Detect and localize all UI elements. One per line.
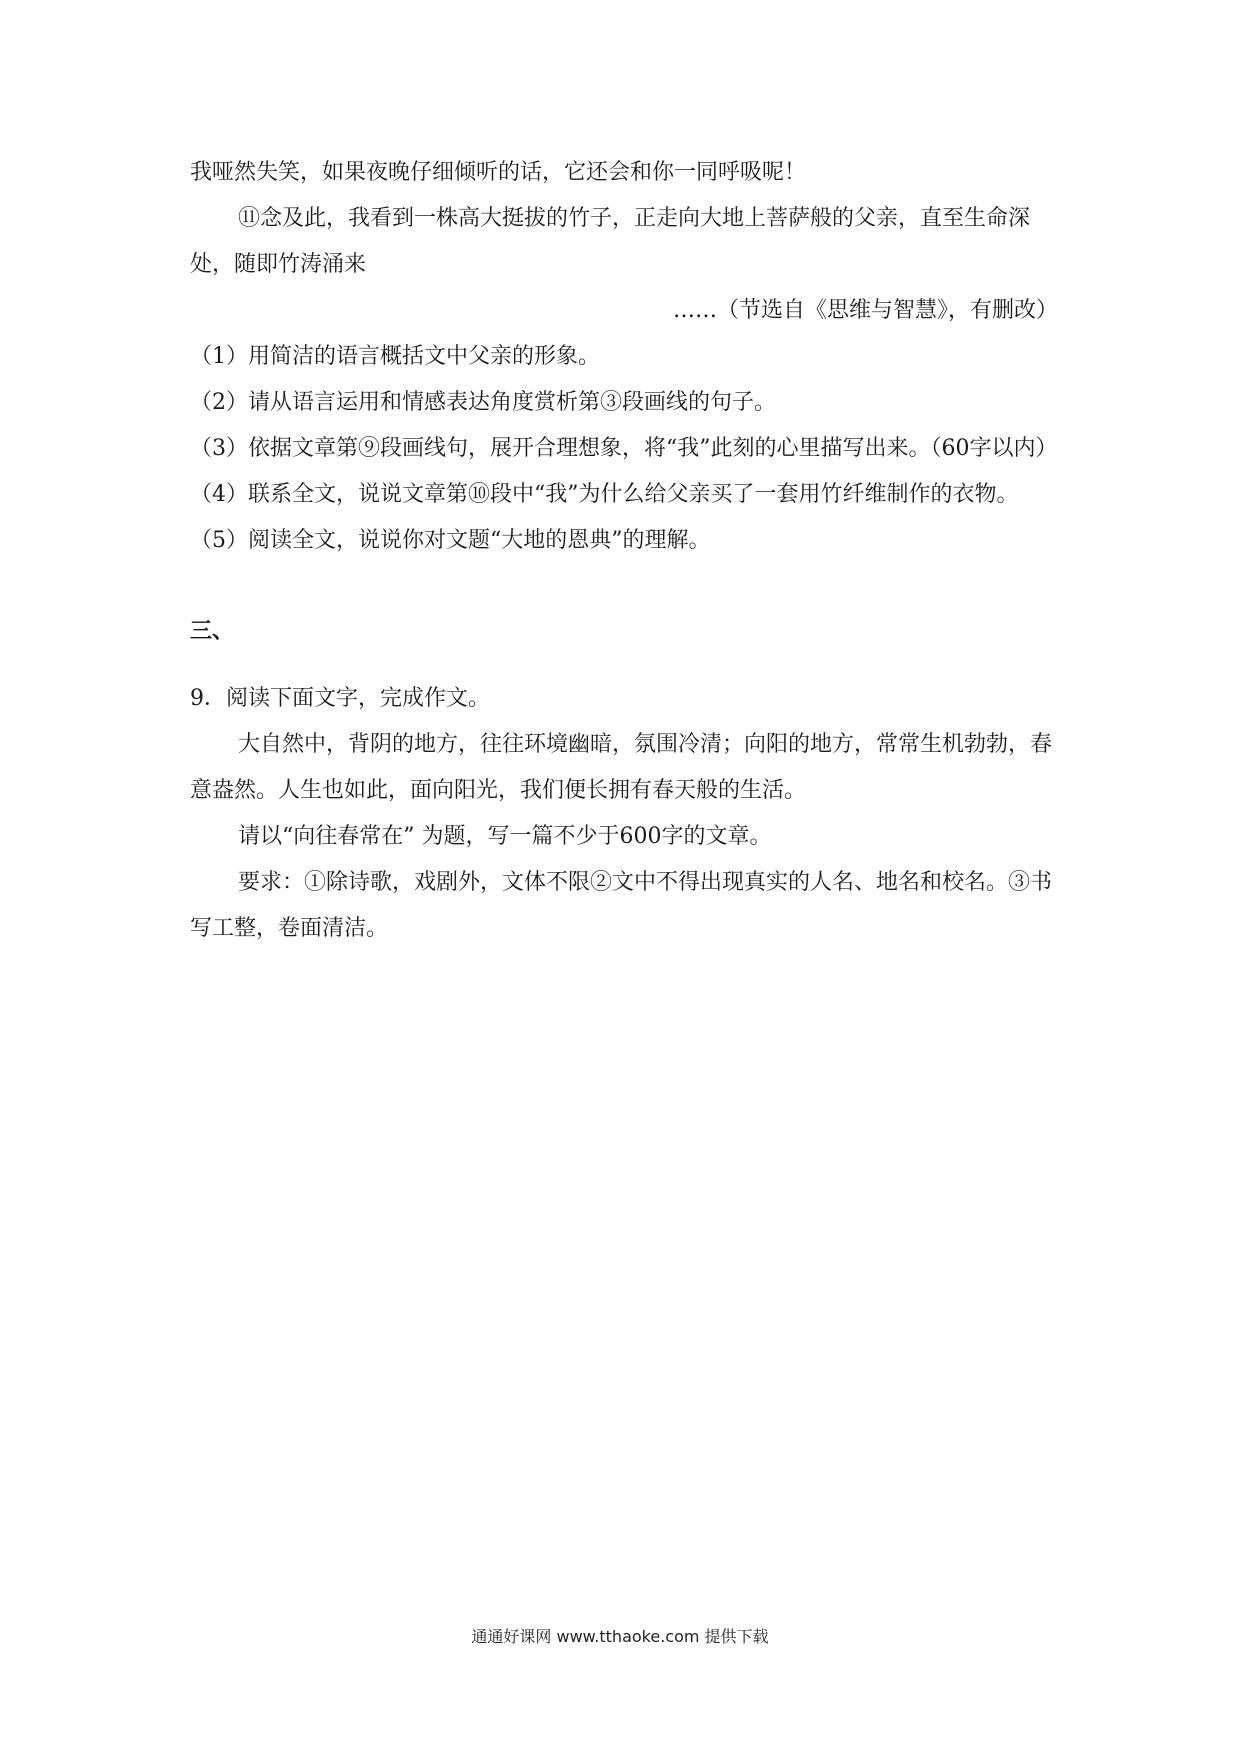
question-list xyxy=(190,334,1060,564)
passage-paragraph-11: ⑪念及此，我看到一株高大挺拔的竹子，正走向大地上菩萨般的父亲，直至生命深处，随即竹涛涌来 xyxy=(190,206,1031,277)
passage-line: 我哑然失笑，如果夜晚仔细倾听的话，它还会和你一同呼吸呢！ xyxy=(190,160,807,185)
section-heading: 三、 xyxy=(190,618,235,644)
question-item: （1）用简洁的语言概括文中父亲的形象。 xyxy=(190,344,600,369)
question-item: （3）依据文章第⑨段画线句，展开合理想象，将“我”此刻的心里描写出来。（60字以内） xyxy=(190,436,1058,461)
question-item: （2）请从语言运用和情感表达角度赏析第③段画线的句子。 xyxy=(190,390,776,415)
passage-source: ……（节选自《思维与智慧》，有删改） xyxy=(672,298,1058,323)
question-item: （5）阅读全文，说说你对文题“大地的恩典”的理解。 xyxy=(190,528,711,553)
question-title: 9．阅读下面文字，完成作文。 xyxy=(190,686,490,711)
essay-prompt-paragraph: 请以“向往春常在” 为题，写一篇不少于600字的文章。 xyxy=(238,824,772,849)
page-footer: 通通好课网 www.tthaoke.com 提供下载 xyxy=(471,1627,769,1646)
question-item: （4）联系全文，说说文章第⑩段中“我”为什么给父亲买了一套用竹纤维制作的衣物。 xyxy=(190,482,1019,507)
essay-prompt-paragraph: 要求：①除诗歌，戏剧外，文体不限②文中不得出现真实的人名、地名和校名。③书写工整，卷面清洁。 xyxy=(190,870,1053,941)
page-content xyxy=(190,150,1060,952)
essay-prompt-paragraph: 大自然中，背阴的地方，往往环境幽暗，氛围冷清；向阳的地方，常常生机勃勃，春意盎然。人生也如此，面向阳光，我们便长拥有春天般的生活。 xyxy=(190,732,1053,803)
